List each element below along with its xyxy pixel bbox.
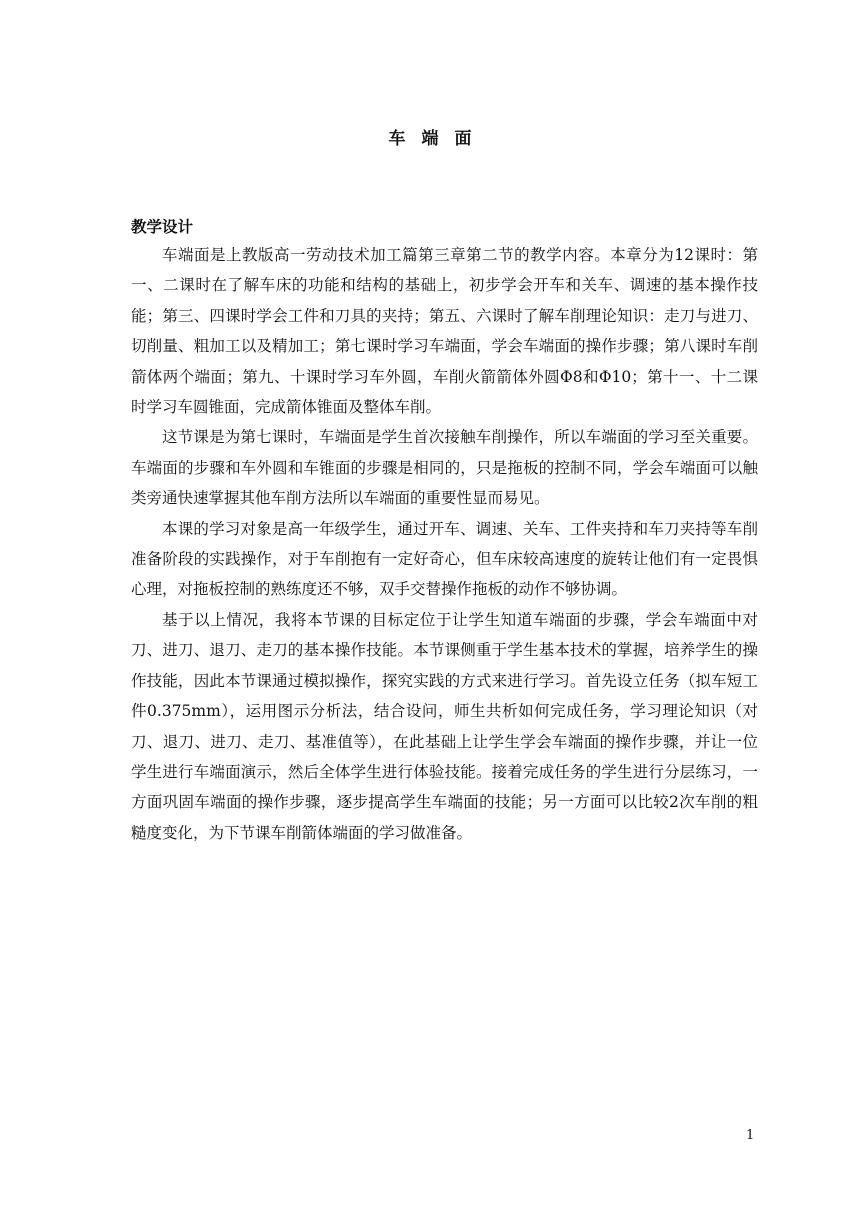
paragraph-4: 基于以上情况，我将本节课的目标定位于让学生知道车端面的步骤，学会车端面中对刀、进刀、退刀、走刀的基本操作技能。本节课侧重于学生基本技术的掌握，培养学生的操作技能，因此本节课通过模拟操作，探究实践的方式来进行学习。首先设立任务（拟车短工件0.375mm），运用图示分析法，结合设问，师生共析如何完成任务，学习理论知识（对刀、退刀、进刀、走刀、基准值等），在此基础上让学生学会车端面的操作步骤，并让一位学生进行车端面演示，然后全体学生进行体验技能。接着完成任务的学生进行分层练习，一方面巩固车端面的操作步骤，逐步提高学生车端面的技能；另一方面可以比较2次车削的粗糙度变化，为下节课车削箭体端面的学习做准备。 (131, 610, 758, 842)
section-heading: 教学设计 (131, 217, 194, 236)
body-text (131, 240, 758, 848)
paragraph-3: 本课的学习对象是高一年级学生，通过开车、调速、关车、工件夹持和车刀夹持等车削准备阶段的实践操作，对于车削抱有一定好奇心，但车床较高速度的旋转让他们有一定畏惧心理，对拖板控制的熟练度还不够，双手交替操作拖板的动作不够协调。 (131, 519, 758, 599)
page-number: 1 (746, 1128, 755, 1143)
paragraph-2: 这节课是为第七课时，车端面是学生首次接触车削操作，所以车端面的学习至关重要。车端面的步骤和车外圆和车锥面的步骤是相同的，只是拖板的控制不同，学会车端面可以触类旁通快速掌握其他车削方法所以车端面的重要性显而易见。 (131, 428, 758, 508)
paragraph-1: 车端面是上教版高一劳动技术加工篇第三章第二节的教学内容。本章分为12课时：第一、二课时在了解车床的功能和结构的基础上，初步学会开车和关车、调速的基本操作技能；第三、四课时学会工件和刀具的夹持；第五、六课时了解车削理论知识：走刀与进刀、切削量、粗加工以及精加工；第七课时学习车端面，学会车端面的操作步骤；第八课时车削箭体两个端面；第九、十课时学习车外圆，车削火箭箭体外圆Φ8和Φ10；第十一、十二课时学习车圆锥面，完成箭体锥面及整体车削。 (131, 246, 758, 417)
page-title: 车端面 (388, 129, 488, 149)
